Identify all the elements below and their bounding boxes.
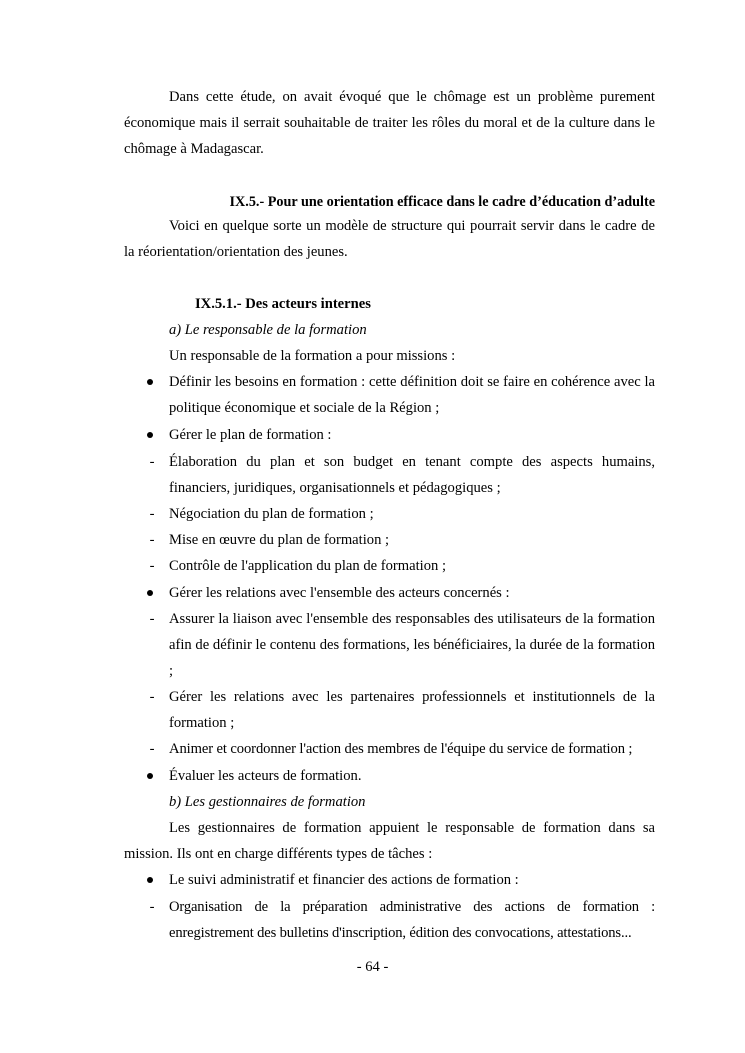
bullet-icon [147,432,153,438]
list-item-text: Gérer les relations avec les partenaires professionnels et institutionnels de la formation ; [169,689,655,731]
list-item [124,449,655,501]
page-number: - 64 - [356,959,389,975]
intro-paragraph [124,84,655,162]
list-item-text: Gérer le plan de formation : [169,427,332,443]
dash-marker: - [149,506,155,522]
list-item-text: Définir les besoins en formation : cette définition doit se faire en cohérence avec la politique économique et sociale de la Région ; [169,374,655,416]
list-item-text: Évaluer les acteurs de formation. [169,768,362,784]
list-item-text: Négociation du plan de formation ; [169,506,374,522]
bullet-icon [147,877,153,883]
list-item [124,763,655,789]
list-item [124,606,655,684]
part-b-lead-text: Les gestionnaires de formation appuient le responsable de formation dans sa mission. Ils ont en charge différents types de tâches : [124,820,655,862]
section-title: IX.5.- Pour une orientation efficace dans le cadre d’éducation d’adulte [229,194,655,210]
intro-text: Dans cette étude, on avait évoqué que le chômage est un problème purement économique mais il serrait souhaitable de traiter les rôles du moral et de la culture dans le chômage à Madagascar. [124,89,655,157]
list-item [124,369,655,421]
list-item-text: Animer et coordonner l'action des membres de l'équipe du service de formation ; [169,741,633,757]
list-item-text: Le suivi administratif et financier des actions de formation : [169,872,519,888]
dash-marker: - [149,558,155,574]
dash-marker: - [149,532,155,548]
dash-marker: - [149,689,155,705]
part-a-title: a) Le responsable de la formation [169,322,367,338]
list-item-text: Gérer les relations avec l'ensemble des acteurs concernés : [169,585,510,601]
bullet-icon [147,773,153,779]
part-b-title: b) Les gestionnaires de formation [169,794,366,810]
list-item [124,501,655,527]
part-b-lead [124,815,655,867]
list-item [124,422,655,448]
list-item [124,736,655,762]
dash-marker: - [149,899,155,915]
list-item-text: Organisation de la préparation administrative des actions de formation : enregistrement des bulletins d'inscription, édition des convocations, attestations... [169,899,655,941]
part-a-lead-text: Un responsable de la formation a pour missions : [169,348,456,364]
list-item [124,684,655,736]
list-item-text: Assurer la liaison avec l'ensemble des responsables des utilisateurs de la formation afin de définir le contenu des formations, les bénéficiaires, la durée de la formation ; [169,611,655,679]
bullet-icon [147,379,153,385]
dash-marker: - [149,741,155,757]
list-item [124,580,655,606]
list-item [124,867,655,893]
subsection-title: IX.5.1.- Des acteurs internes [195,296,371,312]
list-item [124,527,655,553]
list-item-text: Élaboration du plan et son budget en tenant compte des aspects humains, financiers, juridiques, organisationnels et pédagogiques ; [169,454,655,496]
list-item [124,894,655,946]
dash-marker: - [149,454,155,470]
dash-marker: - [149,611,155,627]
part-a-lead [124,343,655,369]
bullet-icon [147,590,153,596]
list-item-text: Mise en œuvre du plan de formation ; [169,532,390,548]
list-item [124,553,655,579]
list-item-text: Contrôle de l'application du plan de formation ; [169,558,447,574]
section-intro-text: Voici en quelque sorte un modèle de structure qui pourrait servir dans le cadre de la réorientation/orientation des jeunes. [124,218,655,260]
section-intro-paragraph [124,213,655,265]
